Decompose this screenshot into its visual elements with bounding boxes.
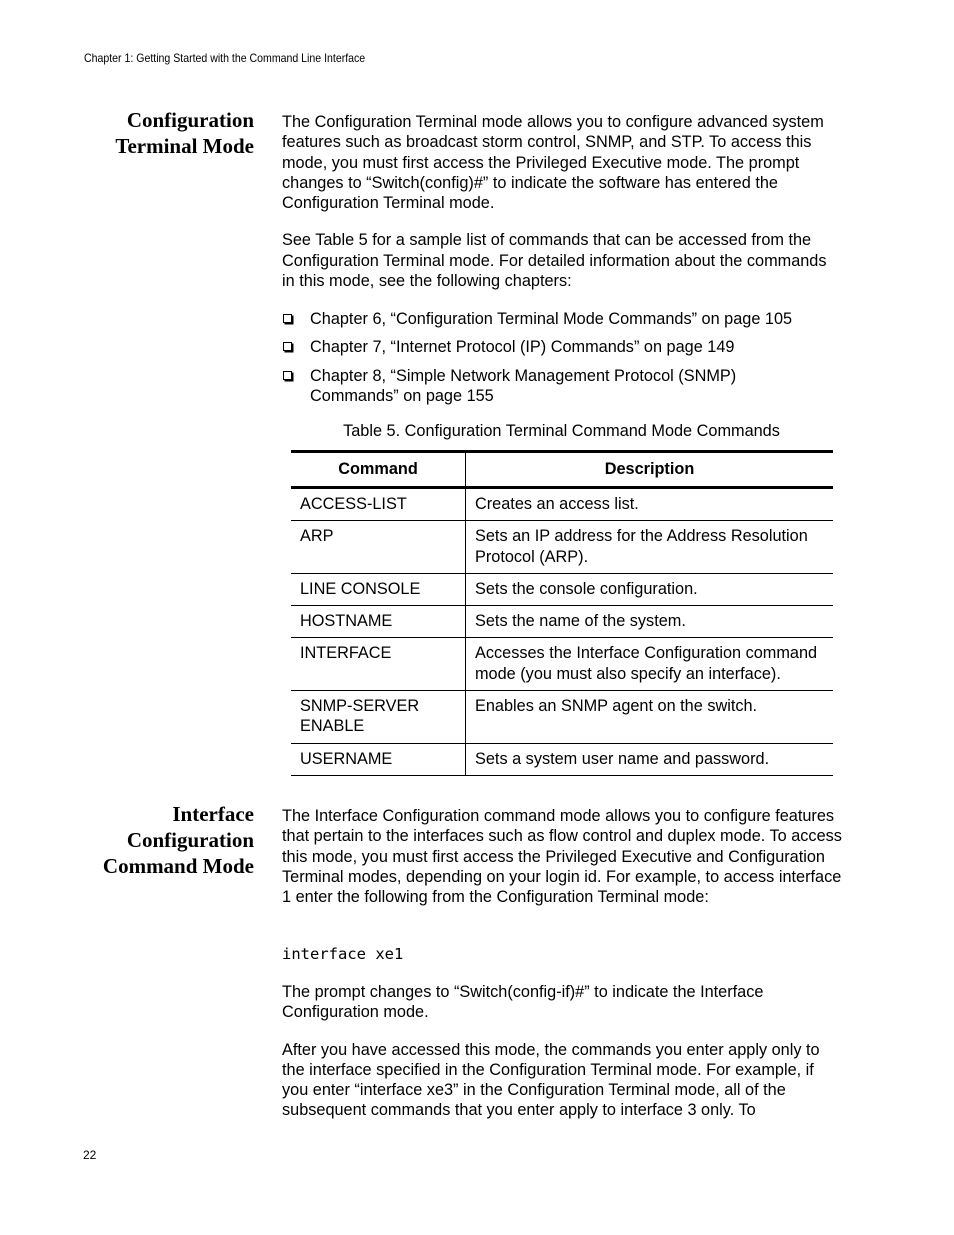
command-cell: LINE CONSOLE: [291, 573, 466, 605]
checkbox-bullet-icon: [283, 342, 292, 351]
column-header-description: Description: [466, 452, 834, 488]
description-cell: Enables an SNMP agent on the switch.: [466, 691, 834, 744]
list-item-text: Chapter 6, “Configuration Terminal Mode Commands” on page 105: [310, 310, 793, 328]
description-cell: Sets an IP address for the Address Resolution Protocol (ARP).: [466, 521, 834, 574]
description-cell: Sets the console configuration.: [466, 573, 834, 605]
table-caption: Table 5. Configuration Terminal Command Mode Commands: [343, 422, 780, 440]
chapter-reference-list: [282, 309, 842, 406]
heading-line: Interface: [172, 802, 254, 826]
section-heading-configuration-terminal-mode: [54, 107, 254, 159]
checkbox-bullet-icon: [283, 371, 292, 380]
command-cell: USERNAME: [291, 743, 466, 775]
code-example: interface xe1: [282, 945, 404, 963]
table-row: [291, 606, 833, 638]
section2-body: [282, 982, 842, 1121]
table-row: [291, 521, 833, 574]
paragraph: The Configuration Terminal mode allows you to configure advanced system features such as broadcast storm control, SNMP, and STP. To access this mode, you must first access the Privileged Executive mode. The prompt changes to “Switch(config)#” to indicate the software has entered the Configuration Terminal mode.: [282, 113, 824, 213]
paragraph: The Interface Configuration command mode allows you to configure features that pertain to the interfaces such as flow control and duplex mode. To access this mode, you must first access the Privileged Executive and Configuration Terminal modes, depending on your login id. For example, to access interface 1 enter the following from the Configuration Terminal mode:: [282, 807, 842, 907]
table-row: [291, 638, 833, 691]
heading-line: Configuration: [126, 828, 254, 852]
list-item-text: Chapter 8, “Simple Network Management Protocol (SNMP) Commands” on page 155: [310, 366, 737, 405]
paragraph: After you have accessed this mode, the commands you enter apply only to the interface specified in the Configuration Terminal mode. For example, if you enter “interface xe3” in the Configuration Terminal mode, all of the subsequent commands that you enter apply to interface 3 only. To: [282, 1040, 820, 1120]
table-header-row: [291, 452, 833, 488]
command-cell: SNMP-SERVER ENABLE: [291, 691, 466, 744]
heading-line: Configuration: [126, 108, 254, 132]
column-header-command: Command: [291, 452, 466, 488]
running-header: Chapter 1: Getting Started with the Command Line Interface: [84, 51, 366, 65]
table-row: [291, 743, 833, 775]
description-cell: Accesses the Interface Configuration command mode (you must also specify an interface).: [466, 638, 834, 691]
paragraph: See Table 5 for a sample list of commands that can be accessed from the Configuration Terminal mode. For detailed information about the commands in this mode, see the following chapters:: [282, 231, 827, 291]
table-row: [291, 691, 833, 744]
section1-intro: [282, 112, 842, 291]
list-item: [282, 309, 842, 329]
section2-intro: [282, 806, 842, 907]
paragraph: The prompt changes to “Switch(config-if)#” to indicate the Interface Configuration mode.: [282, 983, 764, 1022]
heading-line: Terminal Mode: [115, 134, 254, 158]
description-cell: Creates an access list.: [466, 488, 834, 521]
list-item: [282, 366, 790, 407]
command-cell: ARP: [291, 521, 466, 574]
command-cell: INTERFACE: [291, 638, 466, 691]
table-row: [291, 573, 833, 605]
section-heading-interface-configuration-command-mode: [54, 801, 254, 879]
description-cell: Sets a system user name and password.: [466, 743, 834, 775]
command-cell: HOSTNAME: [291, 606, 466, 638]
command-cell: ACCESS-LIST: [291, 488, 466, 521]
page-number: 22: [83, 1148, 97, 1162]
checkbox-bullet-icon: [283, 314, 292, 323]
heading-line: Command Mode: [102, 854, 254, 878]
description-cell: Sets the name of the system.: [466, 606, 834, 638]
table-row: [291, 488, 833, 521]
command-table: [291, 450, 833, 776]
list-item: [282, 337, 842, 357]
list-item-text: Chapter 7, “Internet Protocol (IP) Commands” on page 149: [310, 338, 735, 357]
